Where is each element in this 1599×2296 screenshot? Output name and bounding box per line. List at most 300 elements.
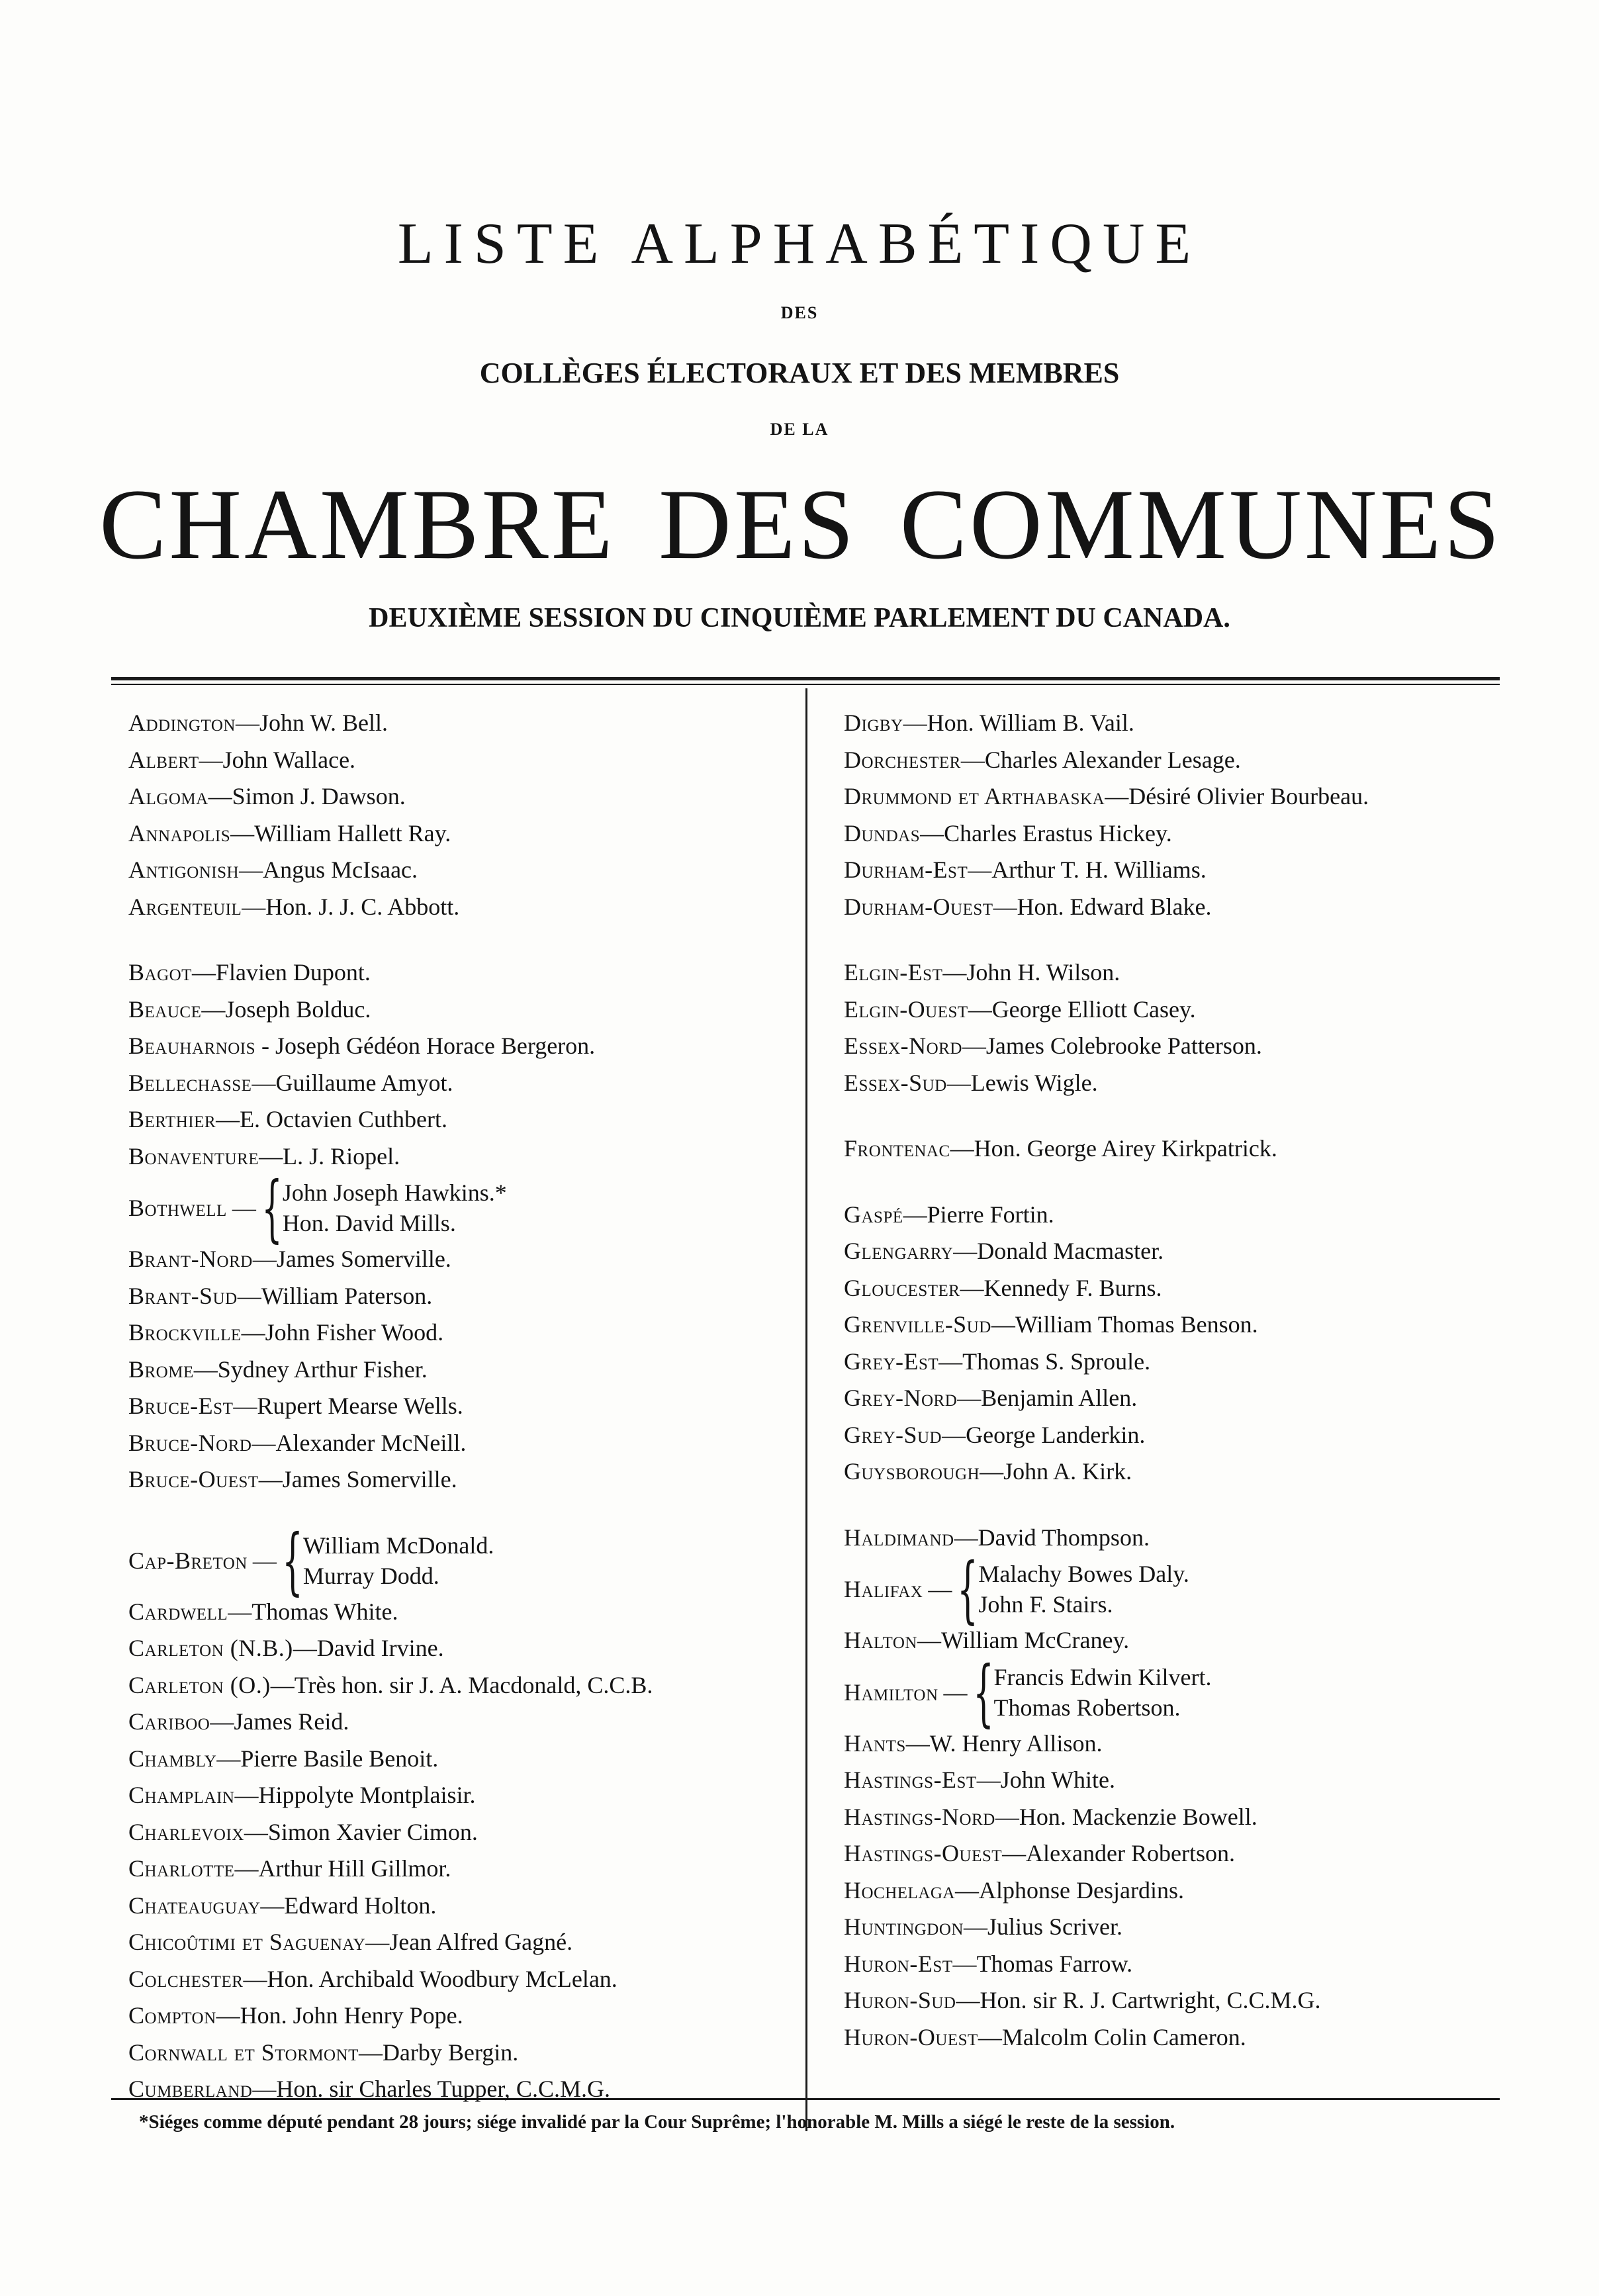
riding-entry — [844, 954, 1506, 991]
riding-entry — [128, 991, 790, 1029]
riding-name: Cap-Breton — [128, 1547, 248, 1574]
member-name: Rupert Mearse Wells. — [257, 1393, 463, 1419]
riding-entry — [128, 1352, 790, 1389]
entry-dash: — — [953, 1238, 978, 1264]
riding-name: Hastings-Ouest — [844, 1840, 1003, 1866]
entry-dash: — — [260, 1892, 285, 1919]
member-name: Thomas Robertson. — [993, 1694, 1181, 1721]
entry-dash: — — [216, 2002, 240, 2029]
riding-entry — [844, 1547, 1506, 1631]
member-name: Hon. John Henry Pope. — [240, 2002, 463, 2029]
riding-name: Charlevoix — [128, 1818, 244, 1845]
entry-dash: — — [942, 959, 967, 986]
riding-entry — [128, 1814, 790, 1851]
member-name: David Irvine. — [316, 1635, 444, 1661]
riding-entry — [128, 1461, 790, 1498]
brace-symbol: { — [261, 1166, 283, 1250]
riding-name: Hochelaga — [844, 1876, 955, 1904]
riding-entry — [128, 2071, 790, 2108]
member-name: John F. Stairs. — [978, 1591, 1113, 1618]
member-name: Simon J. Dawson. — [232, 783, 406, 809]
entry-dash: — — [938, 1348, 963, 1375]
riding-name: Chambly — [128, 1745, 217, 1772]
main-heading — [99, 467, 1502, 582]
riding-name: Albert — [128, 746, 199, 773]
member-name: Très hon. sir J. A. Macdonald, C.C.B. — [294, 1671, 653, 1698]
riding-name: Hants — [844, 1729, 906, 1757]
riding-entry — [844, 1270, 1506, 1307]
group-spacer — [844, 1491, 1506, 1520]
member-list — [994, 1662, 1212, 1723]
subtitle-des: DES — [780, 303, 819, 322]
riding-name: Gaspé — [844, 1201, 903, 1228]
group-spacer — [844, 1101, 1506, 1130]
riding-name: Colchester — [128, 1965, 244, 1992]
member-name: William McCraney. — [940, 1627, 1130, 1653]
entry-dash: — — [358, 2039, 383, 2066]
entry-dash: — — [252, 2076, 277, 2102]
entry-dash: — — [258, 1466, 283, 1492]
brace-symbol: { — [957, 1547, 979, 1631]
riding-entry — [128, 1998, 790, 2035]
riding-entry — [844, 1453, 1506, 1491]
riding-entry — [844, 742, 1506, 779]
riding-entry — [128, 1278, 790, 1315]
subtitle-colleges: COLLÈGES ÉLECTORAUX ET DES MEMBRES — [479, 357, 1120, 389]
member-name: Hon. sir Charles Tupper, C.C.M.G. — [276, 2076, 610, 2102]
riding-entry — [128, 1101, 790, 1138]
riding-entry — [128, 889, 790, 926]
entry-dash: — — [963, 1913, 987, 1940]
entry-dash: — — [241, 1319, 265, 1346]
member-name: Hon. J. J. C. Abbott. — [265, 893, 460, 920]
member-name: W. Henry Allison. — [929, 1729, 1103, 1757]
entry-dash: — — [995, 1803, 1019, 1830]
riding-name: Grey-Nord — [844, 1385, 958, 1411]
riding-name: Cardwell — [128, 1598, 228, 1625]
riding-entry — [844, 815, 1506, 852]
member-name: Arthur Hill Gillmor. — [258, 1855, 451, 1882]
riding-entry — [128, 1138, 790, 1175]
member-name: Désiré Olivier Bourbeau. — [1128, 783, 1369, 809]
entry-dash: — — [239, 856, 263, 883]
riding-entry — [844, 852, 1506, 889]
riding-name: Addington — [128, 710, 236, 736]
riding-name: Brant-Nord — [128, 1246, 253, 1272]
member-name: Flavien Dupont. — [215, 959, 371, 986]
riding-entry — [128, 1388, 790, 1425]
entry-dash: — — [943, 1678, 968, 1706]
member-name: John H. Wilson. — [966, 959, 1120, 986]
entry-dash: — — [993, 893, 1017, 920]
member-name: E. Octavien Cuthbert. — [240, 1106, 447, 1132]
riding-name: Huron-Sud — [844, 1987, 956, 2013]
member-name: John Wallace. — [222, 746, 356, 773]
riding-name: Antigonish — [128, 856, 240, 883]
riding-entry — [844, 1835, 1506, 1872]
entry-dash: — — [976, 1767, 1001, 1793]
entry-dash: — — [193, 1355, 218, 1383]
member-name: Joseph Bolduc. — [225, 995, 371, 1023]
riding-name: Frontenac — [844, 1135, 950, 1162]
member-list — [303, 1530, 494, 1591]
entry-dash: — — [978, 2023, 1002, 2050]
riding-entry — [844, 1380, 1506, 1417]
member-name: Hon. George Airey Kirkpatrick. — [974, 1135, 1277, 1162]
top-rule-thick — [111, 677, 1500, 680]
riding-entry — [844, 1725, 1506, 1763]
entry-dash: — — [917, 1627, 941, 1653]
entry-dash: — — [234, 1855, 259, 1882]
riding-entry — [844, 1872, 1506, 1909]
entry-dash: — — [960, 1274, 984, 1301]
riding-entry — [128, 1425, 790, 1462]
right-column — [844, 705, 1506, 2056]
entry-dash: — — [251, 1429, 276, 1456]
entry-dash: — — [191, 959, 216, 986]
left-column — [128, 705, 790, 2108]
member-name: Charles Erastus Hickey. — [944, 819, 1172, 847]
riding-entry — [128, 1241, 790, 1278]
member-name: Sydney Arthur Fisher. — [217, 1355, 428, 1383]
member-name: Thomas White. — [251, 1598, 398, 1625]
riding-entry — [128, 1961, 790, 1998]
riding-name: Beauce — [128, 995, 202, 1023]
riding-entry — [128, 1166, 790, 1250]
riding-name: Haldimand — [844, 1524, 954, 1551]
riding-entry — [128, 1667, 790, 1704]
riding-name: Compton — [128, 2002, 216, 2029]
riding-name: Durham-Ouest — [844, 893, 993, 920]
member-name: James Somerville. — [282, 1466, 457, 1492]
member-name: Malcolm Colin Cameron. — [1001, 2023, 1246, 2050]
page-title: LISTE ALPHABÉTIQUE — [397, 212, 1202, 276]
member-name: David Thompson. — [978, 1524, 1150, 1551]
member-name: Alexander McNeill. — [275, 1429, 467, 1456]
riding-entry — [844, 1197, 1506, 1234]
member-name: Alexander Robertson. — [1026, 1840, 1235, 1866]
riding-entry — [844, 1622, 1506, 1659]
entry-dash: — — [293, 1635, 317, 1661]
member-name: Julius Scriver. — [987, 1913, 1122, 1940]
riding-name: Elgin-Ouest — [844, 995, 968, 1023]
member-name: John Fisher Wood. — [265, 1319, 444, 1346]
riding-entry — [844, 1520, 1506, 1557]
riding-entry — [128, 705, 790, 742]
column-divider — [805, 688, 807, 2131]
member-name: Darby Bergin. — [382, 2039, 519, 2066]
riding-name: Hastings-Nord — [844, 1803, 995, 1830]
member-name: George Landerkin. — [966, 1421, 1146, 1448]
member-name: Angus McIsaac. — [263, 856, 418, 883]
riding-name: Brome — [128, 1355, 194, 1383]
member-name: Hon. Edward Blake. — [1017, 893, 1212, 920]
member-name: Edward Holton. — [284, 1892, 437, 1919]
member-name: Lewis Wigle. — [970, 1069, 1098, 1096]
riding-entry — [844, 1344, 1506, 1381]
riding-entry — [128, 778, 790, 815]
top-rule-thin — [111, 684, 1500, 685]
member-name: Murray Dodd. — [302, 1562, 439, 1589]
member-name: James Colebrooke Patterson. — [985, 1033, 1262, 1059]
member-name: Hon. sir R. J. Cartwright, C.C.M.G. — [980, 1987, 1321, 2013]
riding-name: Brant-Sud — [128, 1282, 238, 1309]
member-name: James Somerville. — [276, 1246, 451, 1272]
riding-name: Guysborough — [844, 1458, 980, 1485]
riding-entry — [844, 1649, 1506, 1735]
entry-dash: — — [968, 995, 992, 1023]
member-list — [978, 1559, 1189, 1620]
riding-name: Essex-Nord — [844, 1033, 962, 1059]
member-name: L. J. Riopel. — [283, 1142, 400, 1170]
riding-name: Dorchester — [844, 746, 961, 773]
member-name: Guillaume Amyot. — [275, 1069, 453, 1096]
group-spacer — [844, 1168, 1506, 1197]
riding-entry — [844, 1233, 1506, 1270]
entry-dash: — — [237, 1282, 261, 1309]
entry-dash: — — [201, 995, 226, 1023]
member-name: Joseph Gédéon Horace Bergeron. — [275, 1033, 596, 1059]
riding-name: Carleton (O.) — [128, 1671, 271, 1698]
riding-entry — [844, 1065, 1506, 1102]
riding-name: Huron-Ouest — [844, 2023, 978, 2050]
riding-entry — [128, 954, 790, 991]
member-name: John W. Bell. — [259, 710, 388, 736]
riding-entry — [844, 1799, 1506, 1836]
entry-dash: — — [233, 1393, 257, 1419]
member-name: Alphonse Desjardins. — [979, 1876, 1184, 1904]
entry-dash: — — [216, 1745, 241, 1772]
riding-name: Drummond et Arthabaska — [844, 783, 1105, 809]
riding-name: Digby — [844, 710, 903, 736]
entry-dash: — — [905, 1729, 930, 1757]
riding-name: Chicoûtimi et Saguenay — [128, 1929, 366, 1955]
subtitle-de-la: DE LA — [770, 420, 829, 439]
riding-name: Cariboo — [128, 1708, 210, 1735]
entry-dash: — — [928, 1576, 952, 1602]
riding-name: Argenteuil — [128, 893, 242, 920]
entry-dash: — — [252, 1547, 277, 1574]
entry-dash: — — [1002, 1840, 1027, 1866]
member-name: Arthur T. H. Williams. — [991, 856, 1207, 883]
riding-name: Algoma — [128, 783, 208, 809]
riding-entry — [128, 1888, 790, 1925]
member-name: Hon. Archibald Woodbury McLelan. — [267, 1965, 617, 1992]
member-name: John A. Kirk. — [1003, 1458, 1132, 1485]
entry-dash: — — [228, 1598, 252, 1625]
session-subtitle: DEUXIÈME SESSION DU CINQUIÈME PARLEMENT DU CANADA. — [369, 603, 1230, 633]
riding-entry — [128, 1741, 790, 1778]
entry-dash: — — [962, 1033, 986, 1059]
entry-dash: — — [216, 1106, 240, 1132]
member-name: James Reid. — [234, 1708, 349, 1735]
member-name: William Thomas Benson. — [1015, 1311, 1258, 1338]
riding-entry — [844, 1028, 1506, 1065]
riding-entry — [844, 1762, 1506, 1799]
riding-entry — [128, 1704, 790, 1741]
riding-name: Halton — [844, 1627, 917, 1653]
member-name: Donald Macmaster. — [977, 1238, 1164, 1264]
entry-dash: — — [920, 819, 944, 847]
brace-symbol: { — [972, 1649, 994, 1735]
entry-dash: — — [1105, 783, 1129, 809]
member-name: Benjamin Allen. — [981, 1385, 1138, 1411]
entry-dash: — — [942, 1421, 966, 1448]
riding-name: Dundas — [844, 819, 921, 847]
member-name: George Elliott Casey. — [991, 995, 1196, 1023]
entry-dash: — — [946, 1069, 971, 1096]
entry-dash: — — [244, 1818, 268, 1845]
member-name: Malachy Bowes Daly. — [978, 1561, 1189, 1587]
entry-dash: — — [957, 1385, 982, 1411]
riding-entry — [128, 1630, 790, 1667]
riding-name: Berthier — [128, 1106, 216, 1132]
riding-name: Hamilton — [844, 1678, 938, 1706]
riding-name: Brockville — [128, 1319, 242, 1346]
riding-name: Chateauguay — [128, 1892, 261, 1919]
riding-entry — [128, 1594, 790, 1631]
entry-dash: — — [903, 710, 927, 736]
main-heading-word: CHAMBRE — [99, 469, 616, 580]
riding-name: Glengarry — [844, 1238, 954, 1264]
entry-dash: — — [210, 1708, 234, 1735]
riding-entry — [128, 1314, 790, 1352]
member-name: Pierre Fortin. — [927, 1201, 1054, 1228]
riding-name: Bruce-Ouest — [128, 1466, 259, 1492]
riding-name: Grey-Sud — [844, 1421, 942, 1448]
member-name: Pierre Basile Benoit. — [240, 1745, 439, 1772]
entry-dash: — — [955, 1876, 979, 1904]
riding-name: Gloucester — [844, 1274, 960, 1301]
entry-dash: — — [252, 1246, 277, 1272]
riding-name: Cumberland — [128, 2076, 253, 2102]
member-list — [283, 1177, 507, 1238]
riding-entry — [844, 991, 1506, 1029]
member-name: Hippolyte Montplaisir. — [258, 1782, 476, 1808]
riding-entry — [844, 1982, 1506, 2019]
member-name: William McDonald. — [302, 1532, 494, 1559]
riding-name: Champlain — [128, 1782, 235, 1808]
riding-entry — [128, 1065, 790, 1102]
member-name: William Paterson. — [261, 1282, 433, 1309]
entry-dash: — — [208, 783, 232, 809]
entry-dash: — — [270, 1671, 295, 1698]
riding-name: Bagot — [128, 959, 192, 986]
brace-symbol: { — [282, 1518, 303, 1603]
riding-name: Annapolis — [128, 819, 231, 847]
entry-dash: — — [954, 1524, 978, 1551]
main-heading-word: COMMUNES — [899, 469, 1502, 580]
riding-entry — [128, 1777, 790, 1814]
riding-name: Hastings-Est — [844, 1767, 977, 1793]
member-name: William Hallett Ray. — [254, 819, 451, 847]
riding-entry — [128, 742, 790, 779]
riding-name: Durham-Est — [844, 856, 968, 883]
entry-dash: — — [991, 1311, 1015, 1338]
entry-dash: — — [903, 1201, 927, 1228]
entry-dash: — — [259, 1142, 283, 1170]
riding-name: Bellechasse — [128, 1069, 252, 1096]
entry-dash: — — [365, 1929, 390, 1955]
riding-entry — [844, 1307, 1506, 1344]
riding-entry — [844, 1909, 1506, 1946]
member-name: Francis Edwin Kilvert. — [993, 1663, 1212, 1690]
entry-dash: — — [243, 1965, 267, 1992]
group-spacer — [128, 925, 790, 954]
riding-name: Grenville-Sud — [844, 1311, 991, 1338]
group-spacer — [128, 1498, 790, 1528]
riding-entry — [844, 1946, 1506, 1983]
riding-name: Bothwell — [128, 1195, 227, 1221]
riding-entry — [128, 1851, 790, 1888]
entry-dash: — — [242, 893, 266, 920]
member-name: Hon. David Mills. — [282, 1210, 456, 1236]
riding-entry — [128, 2035, 790, 2072]
riding-name: Cornwall et Stormont — [128, 2039, 359, 2066]
entry-dash: — — [235, 710, 259, 736]
riding-name: Grey-Est — [844, 1348, 939, 1375]
riding-name: Elgin-Est — [844, 959, 943, 986]
riding-entry — [844, 778, 1506, 815]
riding-entry — [128, 1924, 790, 1961]
main-heading-word: DES — [659, 469, 857, 580]
riding-entry — [128, 815, 790, 852]
entry-dash: — — [960, 746, 985, 773]
entry-dash: — — [952, 1950, 977, 1977]
riding-entry — [844, 705, 1506, 742]
riding-name: Bruce-Est — [128, 1393, 234, 1419]
riding-name: Huron-Est — [844, 1950, 953, 1977]
riding-name: Bruce-Nord — [128, 1429, 252, 1456]
riding-entry — [844, 2019, 1506, 2056]
member-name: Hon. Mackenzie Bowell. — [1019, 1803, 1257, 1830]
group-spacer — [844, 925, 1506, 954]
riding-entry — [128, 1028, 790, 1065]
riding-entry — [844, 1130, 1506, 1168]
entry-dash: — — [956, 1987, 980, 2013]
member-name: Thomas Farrow. — [976, 1950, 1133, 1977]
riding-name: Essex-Sud — [844, 1069, 947, 1096]
riding-name: Charlotte — [128, 1855, 235, 1882]
riding-name: Beauharnois — [128, 1033, 256, 1059]
member-name: Simon Xavier Cimon. — [267, 1818, 478, 1845]
riding-name: Halifax — [844, 1576, 923, 1602]
member-name: Jean Alfred Gagné. — [389, 1929, 573, 1955]
member-name: Charles Alexander Lesage. — [984, 746, 1241, 773]
member-name: Hon. William B. Vail. — [927, 710, 1134, 736]
member-name: John White. — [1000, 1767, 1116, 1793]
footnote: *Siéges comme député pendant 28 jours; siége invalidé par la Cour Suprême; l'honorable M. Mills a siégé le reste de la session. — [139, 2111, 1175, 2133]
member-name: Kennedy F. Burns. — [983, 1274, 1162, 1301]
riding-name: Carleton (N.B.) — [128, 1635, 293, 1661]
entry-dash: — — [230, 819, 255, 847]
entry-dash: — — [950, 1135, 974, 1162]
riding-name: Bonaventure — [128, 1142, 259, 1170]
riding-name: Huntingdon — [844, 1913, 964, 1940]
entry-dash: — — [251, 1069, 276, 1096]
riding-entry — [128, 1518, 790, 1603]
entry-dash: - — [255, 1033, 276, 1059]
riding-entry — [128, 852, 790, 889]
member-name: John Joseph Hawkins.* — [282, 1179, 507, 1206]
riding-entry — [844, 1417, 1506, 1454]
entry-dash: — — [234, 1782, 259, 1808]
entry-dash: — — [232, 1195, 256, 1221]
entry-dash: — — [968, 856, 992, 883]
riding-entry — [844, 889, 1506, 926]
entry-dash: — — [980, 1458, 1004, 1485]
entry-dash: — — [199, 746, 223, 773]
